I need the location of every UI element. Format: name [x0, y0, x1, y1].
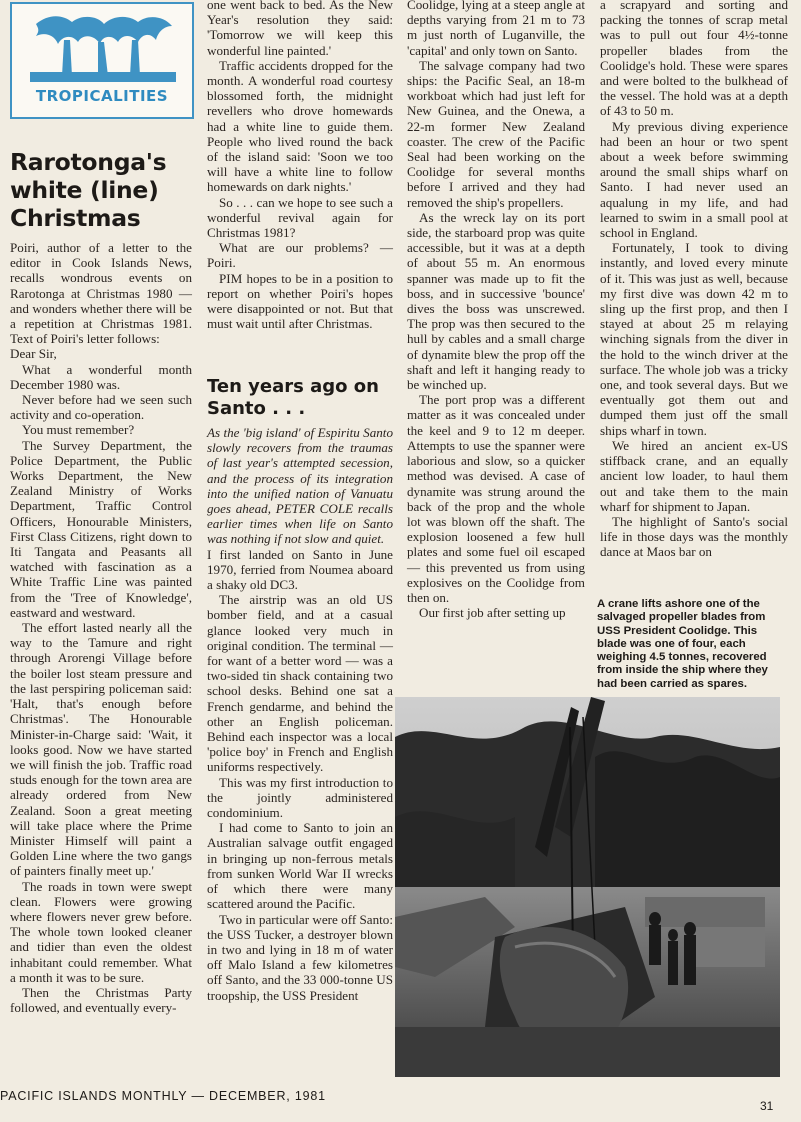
photo-caption: A crane lifts ashore one of the salvaged propeller blades from USS President Coolidge. This blade was one of four, each weighing 4.5 tonnes, recovered from inside the ship where they had been carried as spares. — [597, 598, 768, 690]
article-paragraph: Never before had we seen such activity and co-operation. — [10, 392, 192, 423]
column-3 — [407, 0, 585, 620]
palm-trees-icon — [28, 10, 178, 82]
column-1 — [10, 240, 192, 1015]
article-paragraph: The salvage company had two ships: the Pacific Seal, an 18-m workboat which had just left for New Guinea, and the Onewa, a 22-m former New Zealand coaster. The crew of the Pacific Seal had been working on the Coolidge for several months before I arrived and they had removed the ship's propellers. — [407, 57, 585, 210]
article-paragraph: Poiri, author of a letter to the editor in Cook Islands News, recalls wondrous events on Rarotonga at Christmas 1980 — and wonders whether there will be a repetition at Christmas 1981. Text of Poiri's letter follows: — [10, 240, 192, 347]
article-paragraph: a scrapyard and sorting and packing the tonnes of scrap metal was to pull out four 4½-tonne propeller blades from the Coolidge's hold. These were spares and were bolted to the bulkhead of the vessel. The hold was at a depth of 43 to 50 m. — [600, 0, 788, 119]
article-paragraph: Two in particular were off Santo: the USS Tucker, a destroyer blown in two and lying in 18 m of water off Malo Island a few kilometres off Santo, and the 33 000-tonne US troopship, the USS President — [207, 911, 393, 1003]
article-title-santo: Ten years ago on Santo . . . — [207, 376, 379, 419]
article-paragraph: The highlight of Santo's social life in those days was the monthly dance at Maos bar on — [600, 513, 788, 560]
column-2-top — [207, 0, 393, 331]
article-paragraph: As the wreck lay on its port side, the starboard prop was quite accessible, but it was at a depth of about 55 m. An enormous spanner was made up to fit the boss, and in successive 'bounce' dives the boss was unscrewed. The prop was then secured to the hull by cables and a small charge of dynamite blew the prop off the shaft and left it hanging ready to be winched up. — [407, 209, 585, 393]
article-paragraph: The Survey Department, the Police Department, the Public Works Department, the New Zealand Ministry of Works Department, Traffic Control Officers, Honourable Ministers, First Class Citizens, right down to Iti Tangata and Peasants all watched with fascination as a White Traffic Line was painted from the 'Tree of Knowledge', eastward and westward. — [10, 437, 192, 620]
article-paragraph: I had come to Santo to join an Australian salvage outfit engaged in bringing up non-ferrous metals from sunken World War II wrecks of which there were many scattered around the Pacific. — [207, 820, 393, 912]
article-paragraph: What are our problems? — Poiri. — [207, 240, 393, 271]
article-paragraph: Coolidge, lying at a steep angle at depths varying from 21 m to 73 m just north of Luganville, the 'capital' and only town on Santo. — [407, 0, 585, 58]
column-2-bottom — [207, 425, 393, 1003]
article-title-rarotonga: Rarotonga's white (line) Christmas — [10, 148, 167, 232]
article-paragraph: PIM hopes to be in a position to report on whether Poiri's hopes were disappointed or not. But that must wait until after Christmas. — [207, 270, 393, 332]
article-paragraph: What a wonderful month December 1980 was. — [10, 361, 192, 392]
letter-salutation: Dear Sir, — [10, 346, 57, 362]
article-paragraph: The airstrip was an old US bomber field, and at a casual glance looked very much in original condition. The terminal — for want of a better word — was a two-sided tin shack containing two school desks. Behind one sat a French gendarme, and behind the other an English policeman. Behind each inspector was a local 'police boy' in French and English uniforms respectively. — [207, 592, 393, 775]
tropicalities-logo — [10, 2, 194, 119]
article-intro: As the 'big island' of Espiritu Santo slowly recovers from the traumas of last year's attempted secession, and the process of its integration into the unified nation of Vanuatu goes ahead, PETER COLE recalls earlier times when life on Santo was nothing if not slow and quiet. — [207, 425, 393, 547]
article-paragraph: Traffic accidents dropped for the month. A wonderful road courtesy blossomed forth, the midnight revellers who drove homewards had a white line to guide them. People who lived round the back of the island said: 'Soon we too will have a white line to follow homewards on dark nights.' — [207, 57, 393, 195]
article-paragraph: This was my first introduction to the jointly administered condominium. — [207, 774, 393, 821]
article-paragraph: Our first job after setting up — [419, 605, 566, 621]
article-paragraph: So . . . can we hope to see such a wonderful revival again for Christmas 1981? — [207, 194, 393, 241]
article-paragraph: The effort lasted nearly all the way to the Tamure and right through Arorengi Village before the boiler lost steam pressure and the last perspiring policeman said: 'Halt, that's enough before Christmas'. The Honourable Minister-in-Charge said: 'Wait, it looks good. Now we have started we will finish the job. Traffic road studs enough for the town area are already ordered from New Zealand. Soon a great meeting will take place where the Prime Minister Himself will paint a Golden Line where the two gangs of painters finally meet up.' — [10, 620, 192, 879]
column-4 — [600, 0, 788, 560]
article-paragraph: I first landed on Santo in June 1970, ferried from Noumea aboard a shaky old DC3. — [207, 546, 393, 593]
crane-propeller-image — [395, 697, 780, 1077]
publication-footer: PACIFIC ISLANDS MONTHLY — DECEMBER, 1981 — [0, 1089, 326, 1103]
page-number: 31 — [760, 1099, 774, 1113]
column-logo-label: TROPICALITIES — [35, 87, 169, 105]
article-paragraph: The port prop was a different matter as it was concealed under the keel and 9 to 12 m deeper. Attempts to use the spanner were laborious and slow, so a quicker method was devised. A case of dynamite was strung around the back of the prop and the whole lot was blown off the shaft. The explosion loosened a few hull plates and some fuel oil escaped — this prevented us from using explosives on the Coolidge from then on. — [407, 392, 585, 605]
article-paragraph: The roads in town were swept clean. Flowers were growing where flowers never grew before. The whole town looked cleaner and tidier than even the oldest inhabitant could remember. What a month it was to be sure. — [10, 878, 192, 985]
article-paragraph: You must remember? — [22, 422, 135, 438]
article-paragraph: one went back to bed. As the New Year's resolution they said: 'Tomorrow we will keep this wonderful line painted.' — [207, 0, 393, 58]
article-paragraph: Fortunately, I took to diving instantly, and loved every minute of it. This was just as well, because my first dive was down 42 m to sling up the first prop, and then I stayed at about 25 m relaying winching signals from the diver in the hold to the winch driver at the surface. The whole job was a tricky one, and took several days. But we eventually got them out and dumped them just off the small ships wharf in town. — [600, 240, 788, 438]
article-paragraph: My previous diving experience had been an hour or two spent about a week before swimming around the small ships wharf on Santo. I had never used an aqualung in my life, and had learned to swim in a small pool at school in England. — [600, 118, 788, 241]
article-paragraph: We hired an ancient ex-US stiffback crane, and an equally ancient low loader, to haul them out and take them to the main wharf for shipment to Japan. — [600, 437, 788, 514]
article-paragraph: Then the Christmas Party followed, and eventually every- — [10, 984, 192, 1016]
crane-photo — [395, 697, 780, 1077]
